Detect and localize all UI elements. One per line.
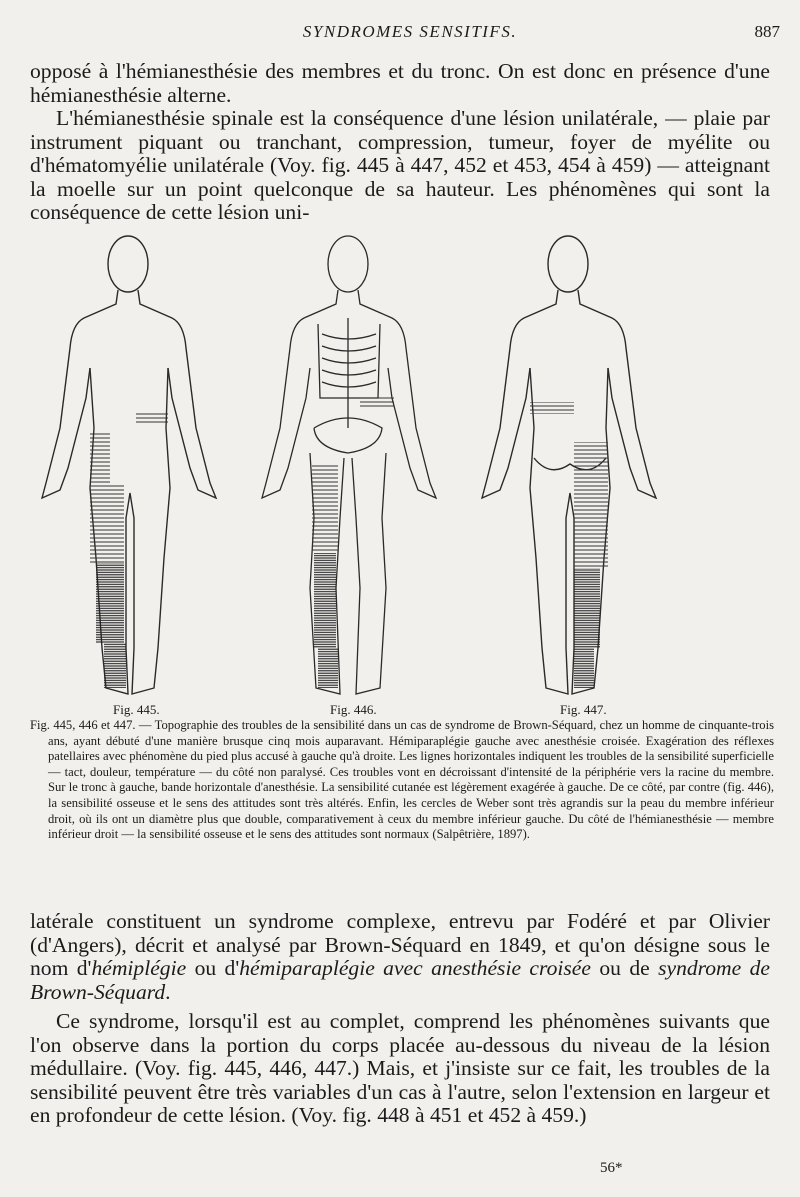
figure-brown-sequard-topography	[30, 228, 770, 698]
para3-text-g: .	[165, 979, 171, 1004]
figure-label-447: Fig. 447.	[560, 702, 607, 717]
term-hemiplegie: hémiplégie	[91, 956, 187, 980]
figure-caption	[30, 718, 774, 843]
figure-label-446: Fig. 446.	[330, 702, 377, 717]
figure-445-front-body	[42, 236, 216, 694]
figure-446-skeleton	[262, 236, 436, 694]
head-outline	[108, 236, 148, 292]
anatomical-figures-illustration	[30, 228, 770, 698]
figure-label-445: Fig. 445.	[113, 702, 160, 717]
term-hemiparaplegie: hémiparaplégie avec anesthésie croisée	[239, 956, 591, 980]
signature-mark: 56*	[600, 1160, 623, 1176]
paragraph-hemianesthesie-alterne: opposé à l'hémianesthésie des membres et du tronc. On est donc en présence d'une hémianesthésie alterne.	[30, 59, 770, 107]
figure-caption-text: Fig. 445, 446 et 447. — Topographie des troubles de la sensibilité dans un cas de syndrome de Brown-Séquard, chez un homme de cinquante-trois ans, ayant débuté d'une manière brusque cinq mois auparavant. Hémiparaplégie gauche avec anesthésie croisée. Exagération des réflexes patellaires avec phénomène du pied plus accusé à gauche qu'à droite. Les lignes horizontales indiquent les troubles de la sensibilité superficielle — tact, douleur, température — du côté non paralysé. Ces troubles vont en décroissant d'intensité de la périphérie vers la racine du membre. Sur le tronc à gauche, bande horizontale d'anesthésie. La sensibilité cutanée est légèrement exagérée à gauche. De ce côté, par contre (fig. 446), la sensibilité osseuse et le sens des attitudes sont très altérés. Enfin, les cercles de Weber sont très agrandis sur la peau du membre inférieur droit, où ils ont un diamètre plus que double, comparativement à ceux du membre inférieur gauche. Du côté de l'hémianesthésie — membre inférieur droit — la sensibilité osseuse et le sens des attitudes sont normaux (Salpêtrière, 1897).	[30, 718, 774, 842]
page-number: 887	[754, 22, 780, 41]
para3-text-c: ou d'	[186, 956, 240, 980]
para3-text-e: ou de	[590, 956, 659, 980]
term-syndrome-brown-sequard: syndrome de Brown-Séquard	[30, 956, 770, 1004]
page-header	[30, 22, 790, 48]
paragraph-hemianesthesie-spinale: L'hémianesthésie spinale est la conséquence d'une lésion unilatérale, — plaie par instrument piquant ou tranchant, compression, tumeur, foyer de myélite ou d'hématomyélie unilatérale (Voy. fig. 445 à 447, 452 et 453, 454 à 459) — atteignant la moelle sur un point quelconque de sa hauteur. Les phénomènes qui sont la conséquence de cette lésion uni-	[30, 106, 770, 224]
para3-text-a: latérale constituent un syndrome complexe, entrevu par Fodéré et par Olivier (d'Angers), décrit et analysé par Brown-Séquard en 1849, et qu'on désigne sous le nom d'	[30, 909, 770, 980]
paragraph-syndrome-complet: Ce syndrome, lorsqu'il est au complet, comprend les phénomènes suivants que l'on observe dans la portion du corps placée au-dessous du niveau de la lésion médullaire. (Voy. fig. 445, 446, 447.) Mais, et j'insiste sur ce fait, les troubles de la sensibilité peuvent être très variables d'un cas à l'autre, selon l'extension en largeur et en profondeur de cette lésion. (Voy. fig. 448 à 451 et 452 à 459.)	[30, 1009, 770, 1127]
running-title: SYNDROMES SENSITIFS.	[302, 22, 518, 41]
figure-447-back-body	[482, 236, 656, 694]
paragraph-syndrome-complexe	[30, 910, 770, 1004]
